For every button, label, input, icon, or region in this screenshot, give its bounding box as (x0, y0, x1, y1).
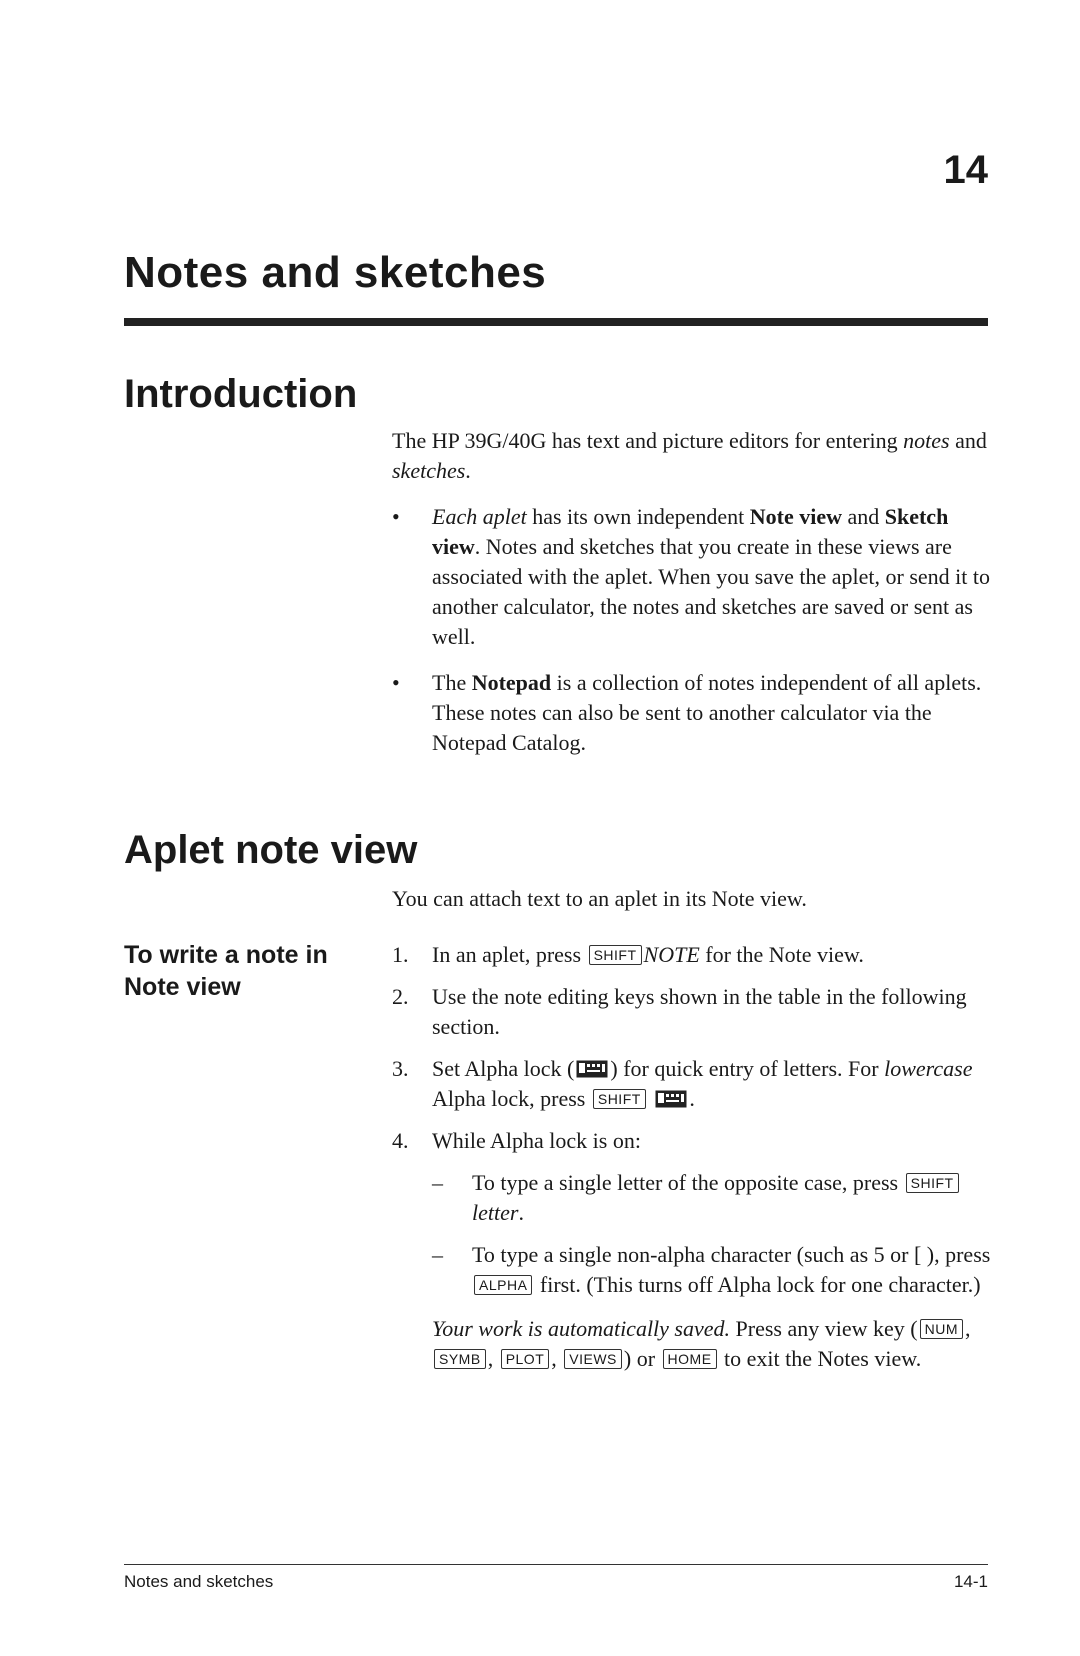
intro-text: The HP 39G/40G has text and picture editors for entering (392, 428, 898, 453)
step-text: for the Note view. (705, 942, 864, 967)
closing-paragraph (392, 1314, 992, 1374)
step-number: 2. (392, 984, 409, 1009)
alpha-lock-key-icon (576, 1060, 608, 1078)
sub-item-text: first. (This turns off Alpha lock for one character.) (539, 1272, 981, 1297)
sub-item-text: To type a single non-alpha character (such as 5 or [ ), press (472, 1242, 991, 1267)
step-text: . (689, 1086, 695, 1111)
closing-text: Press any view key ( (735, 1316, 918, 1341)
auto-saved-note: Your work is automatically saved. (432, 1316, 731, 1341)
step-text: While Alpha lock is on: (432, 1128, 641, 1153)
step-text: Use the note editing keys shown in the table in the following section. (432, 984, 967, 1039)
introduction-heading: Introduction (124, 372, 358, 416)
aplet-note-view-heading: Aplet note view (124, 828, 418, 872)
intro-and: and (955, 428, 987, 453)
list-item (392, 1126, 992, 1156)
bullet-icon: • (392, 670, 400, 695)
to-write-note-heading: To write a note in Note view (124, 941, 328, 1001)
letter-term: letter (472, 1200, 519, 1225)
bullet-text: has its own independent (532, 504, 745, 529)
symb-key-icon: SYMB (434, 1349, 486, 1369)
list-item (392, 1168, 992, 1228)
lowercase-term: lowercase (884, 1056, 973, 1081)
note-label: NOTE (643, 942, 700, 967)
intro-notes-term: notes (903, 428, 950, 453)
steps-list (392, 940, 992, 1374)
sketch-view-term: Sketch view (432, 504, 949, 559)
sub-item-text: . (518, 1200, 524, 1225)
views-key-icon: VIEWS (564, 1349, 622, 1369)
chapter-title: Notes and sketches (124, 248, 547, 297)
page-number: 14-1 (953, 1572, 988, 1591)
separator: , (965, 1316, 971, 1341)
step-number: 3. (392, 1056, 409, 1081)
chapter-rule (124, 318, 988, 326)
footer-title: Notes and sketches (124, 1572, 274, 1591)
plot-key-icon: PLOT (501, 1349, 550, 1369)
step-number: 4. (392, 1128, 409, 1153)
separator: , (487, 1346, 494, 1371)
each-aplet-term: Each aplet (432, 504, 527, 529)
aplet-note-view-intro: You can attach text to an aplet in its Note view. (392, 886, 807, 911)
sub-item-text: To type a single letter of the opposite case, press (472, 1170, 899, 1195)
introduction-paragraph (392, 426, 992, 486)
chapter-number: 14 (943, 148, 988, 192)
shift-key-icon: SHIFT (589, 945, 642, 965)
bullet-text: is a collection of notes independent of all aplets. These notes can also be sent to another calculator via the Notepad Catalog. (432, 670, 982, 755)
bullet-icon: • (392, 504, 400, 529)
list-item (392, 1054, 992, 1114)
bullet-text: and (847, 504, 880, 529)
note-view-term: Note view (749, 504, 842, 529)
closing-text: to exit the Notes view. (724, 1346, 922, 1371)
dash-icon: – (432, 1170, 443, 1195)
home-key-icon: HOME (663, 1349, 717, 1369)
dash-icon: – (432, 1242, 443, 1267)
shift-key-icon: SHIFT (593, 1089, 646, 1109)
list-item (392, 668, 992, 758)
separator: , (551, 1346, 557, 1371)
closing-text: ) or (623, 1346, 656, 1371)
footer-rule (124, 1564, 988, 1565)
num-key-icon: NUM (920, 1319, 963, 1339)
step-text: Set Alpha lock ( (432, 1056, 575, 1081)
step-text: In an aplet, press (432, 942, 582, 967)
shift-key-icon: SHIFT (906, 1173, 959, 1193)
introduction-body (392, 426, 992, 758)
intro-period: . (465, 458, 471, 483)
list-item (392, 502, 992, 652)
step-text: ) for quick entry of letters. For (610, 1056, 879, 1081)
list-item (392, 1240, 992, 1300)
alpha-key-icon: ALPHA (474, 1275, 532, 1295)
bullet-text: . Notes and sketches that you create in these views are associated with the aplet. When you save the aplet, or send it to another calculator, the notes and sketches are saved or sent as well. (432, 534, 990, 649)
step-number: 1. (392, 942, 409, 967)
notepad-term: Notepad (471, 670, 552, 695)
list-item (392, 940, 992, 970)
list-item (392, 982, 992, 1042)
intro-sketches-term: sketches (392, 458, 466, 483)
bullet-text: The (432, 670, 467, 695)
step-text: Alpha lock, press (432, 1086, 586, 1111)
alpha-lock-key-icon (655, 1090, 687, 1108)
